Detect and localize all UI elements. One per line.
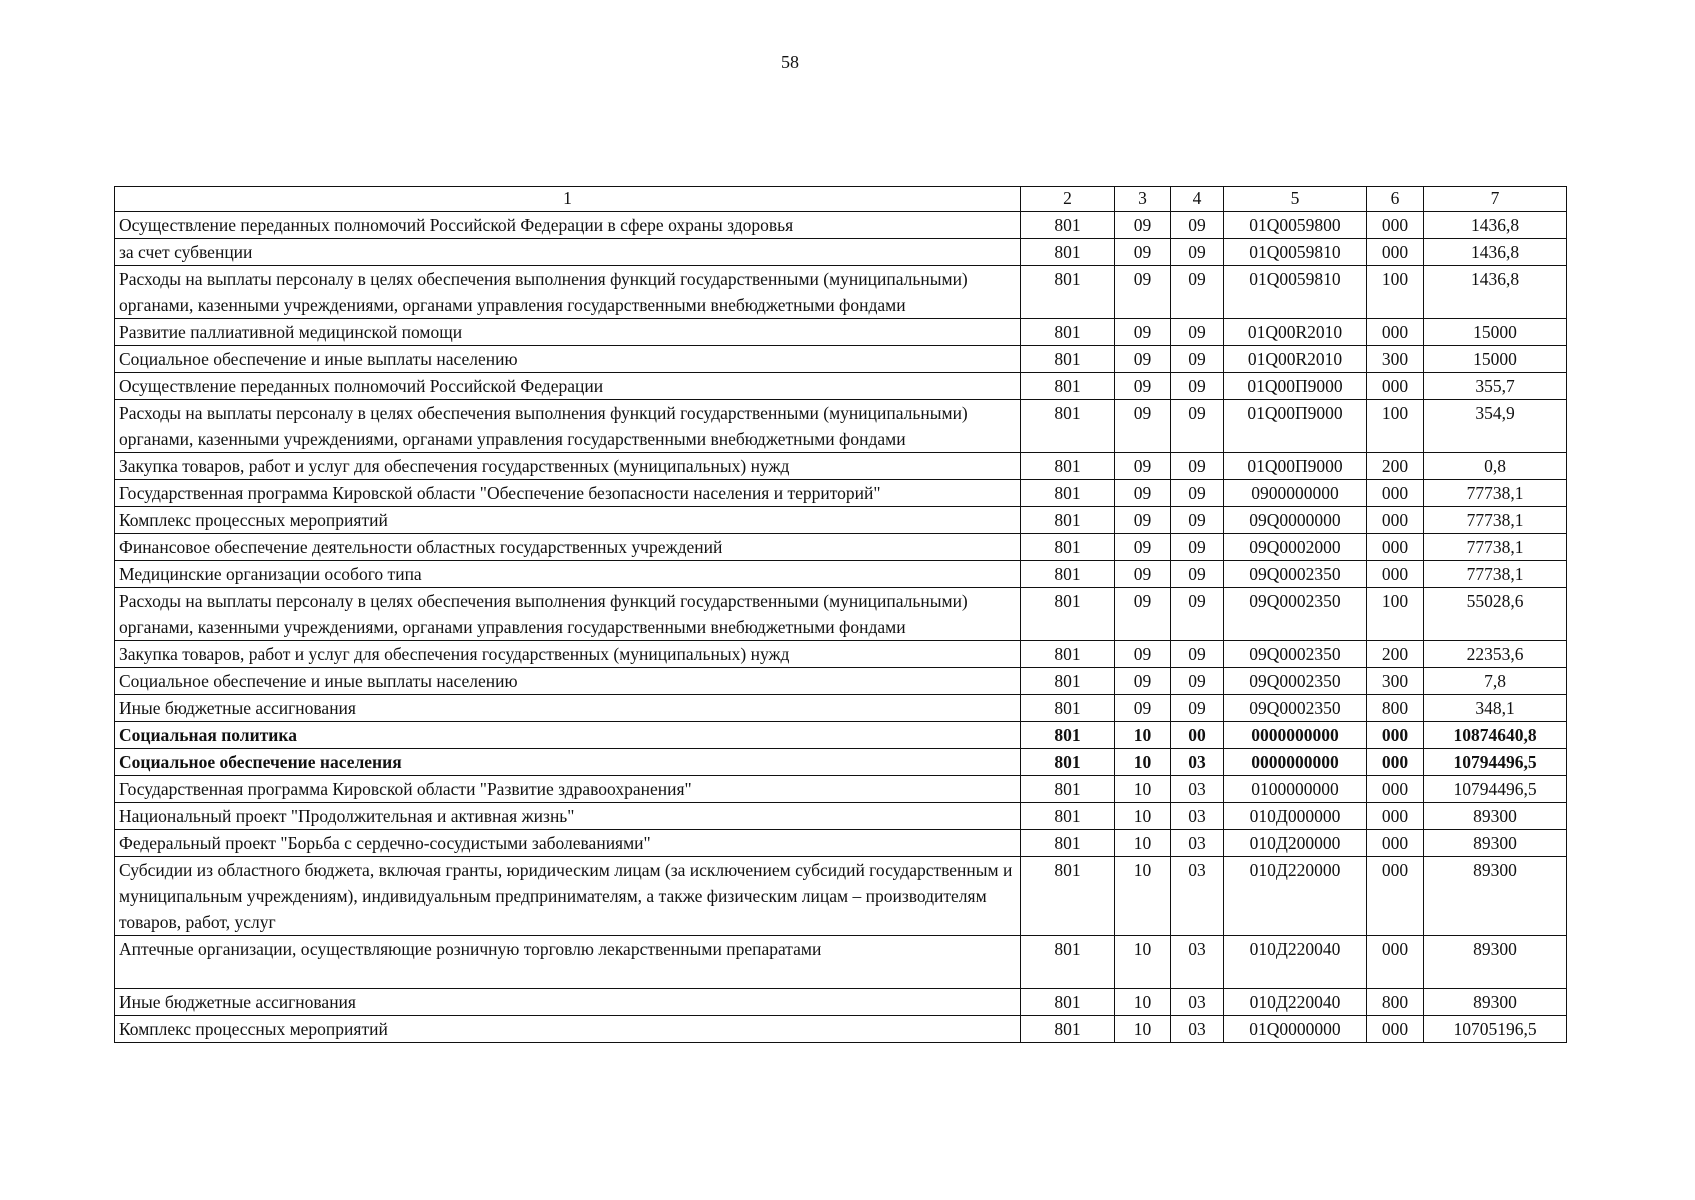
row-code-cell: 801 bbox=[1021, 776, 1115, 803]
row-name-cell: Расходы на выплаты персоналу в целях обеспечения выполнения функций государственными (муниципальными) органами, казенными учреждениями, органами управления государственными внебюджетными фондами bbox=[115, 400, 1021, 453]
row-expense-type-cell: 200 bbox=[1367, 453, 1424, 480]
row-section-cell: 09 bbox=[1115, 588, 1171, 641]
row-section-cell: 09 bbox=[1115, 507, 1171, 534]
budget-table bbox=[114, 186, 1567, 1043]
row-target-article-cell: 0000000000 bbox=[1224, 722, 1367, 749]
row-target-article-cell: 01Q00R2010 bbox=[1224, 346, 1367, 373]
row-code-cell: 801 bbox=[1021, 588, 1115, 641]
row-code-cell: 801 bbox=[1021, 400, 1115, 453]
row-code-cell: 801 bbox=[1021, 989, 1115, 1016]
row-section-cell: 10 bbox=[1115, 857, 1171, 936]
row-subsection-cell: 09 bbox=[1171, 319, 1224, 346]
row-name-cell: Финансовое обеспечение деятельности областных государственных учреждений bbox=[115, 534, 1021, 561]
row-amount-cell: 89300 bbox=[1424, 830, 1567, 857]
row-subsection-cell: 09 bbox=[1171, 668, 1224, 695]
row-section-cell: 10 bbox=[1115, 776, 1171, 803]
row-expense-type-cell: 000 bbox=[1367, 561, 1424, 588]
row-name-cell: Социальное обеспечение и иные выплаты населению bbox=[115, 668, 1021, 695]
row-amount-cell: 1436,8 bbox=[1424, 212, 1567, 239]
row-target-article-cell: 010Д220040 bbox=[1224, 989, 1367, 1016]
row-expense-type-cell: 300 bbox=[1367, 346, 1424, 373]
table-row bbox=[115, 373, 1567, 400]
row-expense-type-cell: 800 bbox=[1367, 989, 1424, 1016]
table-row bbox=[115, 695, 1567, 722]
row-target-article-cell: 09Q0002350 bbox=[1224, 695, 1367, 722]
row-section-cell: 09 bbox=[1115, 641, 1171, 668]
table-row bbox=[115, 266, 1567, 319]
row-target-article-cell: 09Q0002350 bbox=[1224, 668, 1367, 695]
row-amount-cell: 89300 bbox=[1424, 936, 1567, 989]
row-subsection-cell: 09 bbox=[1171, 507, 1224, 534]
row-section-cell: 09 bbox=[1115, 239, 1171, 266]
row-subsection-cell: 09 bbox=[1171, 266, 1224, 319]
row-name-cell: Федеральный проект "Борьба с сердечно-сосудистыми заболеваниями" bbox=[115, 830, 1021, 857]
row-subsection-cell: 03 bbox=[1171, 1016, 1224, 1043]
row-expense-type-cell: 000 bbox=[1367, 507, 1424, 534]
row-code-cell: 801 bbox=[1021, 346, 1115, 373]
row-amount-cell: 10874640,8 bbox=[1424, 722, 1567, 749]
row-name-cell: Расходы на выплаты персоналу в целях обеспечения выполнения функций государственными (муниципальными) органами, казенными учреждениями, органами управления государственными внебюджетными фондами bbox=[115, 266, 1021, 319]
table-row bbox=[115, 749, 1567, 776]
row-name-cell: Иные бюджетные ассигнования bbox=[115, 695, 1021, 722]
table-row bbox=[115, 212, 1567, 239]
row-section-cell: 09 bbox=[1115, 212, 1171, 239]
row-amount-cell: 15000 bbox=[1424, 319, 1567, 346]
row-section-cell: 09 bbox=[1115, 534, 1171, 561]
row-expense-type-cell: 000 bbox=[1367, 803, 1424, 830]
row-subsection-cell: 03 bbox=[1171, 936, 1224, 989]
row-target-article-cell: 01Q00П9000 bbox=[1224, 400, 1367, 453]
row-amount-cell: 10705196,5 bbox=[1424, 1016, 1567, 1043]
row-name-cell: Субсидии из областного бюджета, включая гранты, юридическим лицам (за исключением субсидий государственным и муниципальным учреждениям), индивидуальным предпринимателям, а также физическим лицам – производителям товаров, работ, услуг bbox=[115, 857, 1021, 936]
row-target-article-cell: 01Q0059810 bbox=[1224, 239, 1367, 266]
table-row bbox=[115, 641, 1567, 668]
row-expense-type-cell: 000 bbox=[1367, 749, 1424, 776]
table-row bbox=[115, 346, 1567, 373]
row-target-article-cell: 01Q00R2010 bbox=[1224, 319, 1367, 346]
row-subsection-cell: 03 bbox=[1171, 830, 1224, 857]
row-amount-cell: 7,8 bbox=[1424, 668, 1567, 695]
row-target-article-cell: 0100000000 bbox=[1224, 776, 1367, 803]
row-section-cell: 09 bbox=[1115, 668, 1171, 695]
row-amount-cell: 89300 bbox=[1424, 989, 1567, 1016]
row-code-cell: 801 bbox=[1021, 480, 1115, 507]
table-row bbox=[115, 534, 1567, 561]
row-amount-cell: 355,7 bbox=[1424, 373, 1567, 400]
row-target-article-cell: 01Q00П9000 bbox=[1224, 453, 1367, 480]
table-header-row bbox=[115, 187, 1567, 212]
row-code-cell: 801 bbox=[1021, 266, 1115, 319]
column-header-3: 3 bbox=[1115, 187, 1171, 212]
row-expense-type-cell: 300 bbox=[1367, 668, 1424, 695]
row-code-cell: 801 bbox=[1021, 695, 1115, 722]
row-expense-type-cell: 000 bbox=[1367, 212, 1424, 239]
row-name-cell: Социальное обеспечение и иные выплаты населению bbox=[115, 346, 1021, 373]
table-row bbox=[115, 857, 1567, 936]
row-name-cell: Осуществление переданных полномочий Российской Федерации в сфере охраны здоровья bbox=[115, 212, 1021, 239]
row-name-cell: Комплекс процессных мероприятий bbox=[115, 507, 1021, 534]
row-expense-type-cell: 100 bbox=[1367, 400, 1424, 453]
row-code-cell: 801 bbox=[1021, 641, 1115, 668]
table-row bbox=[115, 239, 1567, 266]
row-subsection-cell: 09 bbox=[1171, 561, 1224, 588]
row-section-cell: 09 bbox=[1115, 319, 1171, 346]
table-row bbox=[115, 1016, 1567, 1043]
row-section-cell: 10 bbox=[1115, 989, 1171, 1016]
row-code-cell: 801 bbox=[1021, 561, 1115, 588]
row-expense-type-cell: 100 bbox=[1367, 588, 1424, 641]
row-code-cell: 801 bbox=[1021, 212, 1115, 239]
row-amount-cell: 77738,1 bbox=[1424, 534, 1567, 561]
row-expense-type-cell: 200 bbox=[1367, 641, 1424, 668]
row-expense-type-cell: 800 bbox=[1367, 695, 1424, 722]
row-subsection-cell: 09 bbox=[1171, 480, 1224, 507]
row-amount-cell: 1436,8 bbox=[1424, 239, 1567, 266]
row-name-cell: Иные бюджетные ассигнования bbox=[115, 989, 1021, 1016]
row-amount-cell: 77738,1 bbox=[1424, 561, 1567, 588]
row-amount-cell: 10794496,5 bbox=[1424, 749, 1567, 776]
table-row bbox=[115, 830, 1567, 857]
row-code-cell: 801 bbox=[1021, 803, 1115, 830]
table-row bbox=[115, 453, 1567, 480]
row-section-cell: 09 bbox=[1115, 346, 1171, 373]
row-target-article-cell: 010Д200000 bbox=[1224, 830, 1367, 857]
row-subsection-cell: 03 bbox=[1171, 776, 1224, 803]
row-subsection-cell: 03 bbox=[1171, 749, 1224, 776]
row-name-cell: Государственная программа Кировской области "Развитие здравоохранения" bbox=[115, 776, 1021, 803]
table-row bbox=[115, 507, 1567, 534]
row-section-cell: 09 bbox=[1115, 695, 1171, 722]
row-section-cell: 09 bbox=[1115, 561, 1171, 588]
row-name-cell: за счет субвенции bbox=[115, 239, 1021, 266]
page-number: 58 bbox=[781, 52, 799, 72]
row-name-cell: Социальное обеспечение населения bbox=[115, 749, 1021, 776]
row-target-article-cell: 09Q0002000 bbox=[1224, 534, 1367, 561]
row-amount-cell: 55028,6 bbox=[1424, 588, 1567, 641]
row-section-cell: 09 bbox=[1115, 480, 1171, 507]
table-row bbox=[115, 588, 1567, 641]
row-subsection-cell: 09 bbox=[1171, 641, 1224, 668]
row-code-cell: 801 bbox=[1021, 722, 1115, 749]
row-code-cell: 801 bbox=[1021, 534, 1115, 561]
table-row bbox=[115, 936, 1567, 989]
row-target-article-cell: 09Q0002350 bbox=[1224, 588, 1367, 641]
row-amount-cell: 348,1 bbox=[1424, 695, 1567, 722]
table-row bbox=[115, 668, 1567, 695]
row-section-cell: 10 bbox=[1115, 936, 1171, 989]
row-code-cell: 801 bbox=[1021, 857, 1115, 936]
row-expense-type-cell: 000 bbox=[1367, 830, 1424, 857]
row-subsection-cell: 09 bbox=[1171, 400, 1224, 453]
column-header-5: 5 bbox=[1224, 187, 1367, 212]
row-target-article-cell: 01Q0000000 bbox=[1224, 1016, 1367, 1043]
row-section-cell: 09 bbox=[1115, 400, 1171, 453]
row-target-article-cell: 0900000000 bbox=[1224, 480, 1367, 507]
row-code-cell: 801 bbox=[1021, 453, 1115, 480]
row-subsection-cell: 09 bbox=[1171, 346, 1224, 373]
row-section-cell: 10 bbox=[1115, 830, 1171, 857]
row-code-cell: 801 bbox=[1021, 936, 1115, 989]
row-code-cell: 801 bbox=[1021, 507, 1115, 534]
row-target-article-cell: 0000000000 bbox=[1224, 749, 1367, 776]
row-amount-cell: 1436,8 bbox=[1424, 266, 1567, 319]
row-expense-type-cell: 000 bbox=[1367, 857, 1424, 936]
row-section-cell: 10 bbox=[1115, 749, 1171, 776]
row-section-cell: 09 bbox=[1115, 373, 1171, 400]
table-row bbox=[115, 722, 1567, 749]
row-name-cell: Закупка товаров, работ и услуг для обеспечения государственных (муниципальных) нужд bbox=[115, 453, 1021, 480]
row-expense-type-cell: 000 bbox=[1367, 722, 1424, 749]
column-header-2: 2 bbox=[1021, 187, 1115, 212]
table-row bbox=[115, 989, 1567, 1016]
row-amount-cell: 89300 bbox=[1424, 803, 1567, 830]
row-expense-type-cell: 000 bbox=[1367, 319, 1424, 346]
row-amount-cell: 354,9 bbox=[1424, 400, 1567, 453]
row-amount-cell: 15000 bbox=[1424, 346, 1567, 373]
row-section-cell: 09 bbox=[1115, 453, 1171, 480]
row-subsection-cell: 09 bbox=[1171, 373, 1224, 400]
row-expense-type-cell: 000 bbox=[1367, 480, 1424, 507]
row-expense-type-cell: 000 bbox=[1367, 373, 1424, 400]
row-subsection-cell: 03 bbox=[1171, 857, 1224, 936]
row-target-article-cell: 010Д000000 bbox=[1224, 803, 1367, 830]
row-expense-type-cell: 100 bbox=[1367, 266, 1424, 319]
row-expense-type-cell: 000 bbox=[1367, 534, 1424, 561]
row-code-cell: 801 bbox=[1021, 373, 1115, 400]
row-subsection-cell: 09 bbox=[1171, 453, 1224, 480]
row-name-cell: Медицинские организации особого типа bbox=[115, 561, 1021, 588]
table-row bbox=[115, 776, 1567, 803]
row-expense-type-cell: 000 bbox=[1367, 936, 1424, 989]
row-target-article-cell: 09Q0002350 bbox=[1224, 641, 1367, 668]
row-amount-cell: 0,8 bbox=[1424, 453, 1567, 480]
row-name-cell: Комплекс процессных мероприятий bbox=[115, 1016, 1021, 1043]
row-expense-type-cell: 000 bbox=[1367, 776, 1424, 803]
table-row bbox=[115, 319, 1567, 346]
row-code-cell: 801 bbox=[1021, 1016, 1115, 1043]
row-subsection-cell: 09 bbox=[1171, 695, 1224, 722]
row-target-article-cell: 09Q0000000 bbox=[1224, 507, 1367, 534]
row-target-article-cell: 010Д220040 bbox=[1224, 936, 1367, 989]
row-name-cell: Закупка товаров, работ и услуг для обеспечения государственных (муниципальных) нужд bbox=[115, 641, 1021, 668]
row-code-cell: 801 bbox=[1021, 668, 1115, 695]
row-name-cell: Государственная программа Кировской области "Обеспечение безопасности населения и территорий" bbox=[115, 480, 1021, 507]
row-section-cell: 09 bbox=[1115, 266, 1171, 319]
row-target-article-cell: 010Д220000 bbox=[1224, 857, 1367, 936]
row-target-article-cell: 01Q0059800 bbox=[1224, 212, 1367, 239]
table-row bbox=[115, 803, 1567, 830]
row-code-cell: 801 bbox=[1021, 239, 1115, 266]
row-code-cell: 801 bbox=[1021, 749, 1115, 776]
table-body bbox=[115, 212, 1567, 1043]
row-subsection-cell: 09 bbox=[1171, 534, 1224, 561]
row-amount-cell: 77738,1 bbox=[1424, 507, 1567, 534]
row-amount-cell: 22353,6 bbox=[1424, 641, 1567, 668]
row-name-cell: Осуществление переданных полномочий Российской Федерации bbox=[115, 373, 1021, 400]
row-expense-type-cell: 000 bbox=[1367, 1016, 1424, 1043]
row-amount-cell: 77738,1 bbox=[1424, 480, 1567, 507]
row-subsection-cell: 03 bbox=[1171, 989, 1224, 1016]
row-subsection-cell: 09 bbox=[1171, 212, 1224, 239]
row-name-cell: Национальный проект "Продолжительная и активная жизнь" bbox=[115, 803, 1021, 830]
row-target-article-cell: 01Q0059810 bbox=[1224, 266, 1367, 319]
row-target-article-cell: 01Q00П9000 bbox=[1224, 373, 1367, 400]
row-code-cell: 801 bbox=[1021, 319, 1115, 346]
row-section-cell: 10 bbox=[1115, 803, 1171, 830]
column-header-7: 7 bbox=[1424, 187, 1567, 212]
row-target-article-cell: 09Q0002350 bbox=[1224, 561, 1367, 588]
row-name-cell: Аптечные организации, осуществляющие розничную торговлю лекарственными препаратами bbox=[115, 936, 1021, 989]
row-section-cell: 10 bbox=[1115, 722, 1171, 749]
row-subsection-cell: 00 bbox=[1171, 722, 1224, 749]
column-header-6: 6 bbox=[1367, 187, 1424, 212]
row-name-cell: Развитие паллиативной медицинской помощи bbox=[115, 319, 1021, 346]
row-name-cell: Расходы на выплаты персоналу в целях обеспечения выполнения функций государственными (муниципальными) органами, казенными учреждениями, органами управления государственными внебюджетными фондами bbox=[115, 588, 1021, 641]
row-amount-cell: 10794496,5 bbox=[1424, 776, 1567, 803]
table-row bbox=[115, 561, 1567, 588]
row-code-cell: 801 bbox=[1021, 830, 1115, 857]
table-row bbox=[115, 400, 1567, 453]
row-subsection-cell: 09 bbox=[1171, 588, 1224, 641]
row-section-cell: 10 bbox=[1115, 1016, 1171, 1043]
row-expense-type-cell: 000 bbox=[1367, 239, 1424, 266]
column-header-4: 4 bbox=[1171, 187, 1224, 212]
row-name-cell: Социальная политика bbox=[115, 722, 1021, 749]
row-amount-cell: 89300 bbox=[1424, 857, 1567, 936]
row-subsection-cell: 03 bbox=[1171, 803, 1224, 830]
row-subsection-cell: 09 bbox=[1171, 239, 1224, 266]
table-row bbox=[115, 480, 1567, 507]
column-header-1: 1 bbox=[115, 187, 1021, 212]
